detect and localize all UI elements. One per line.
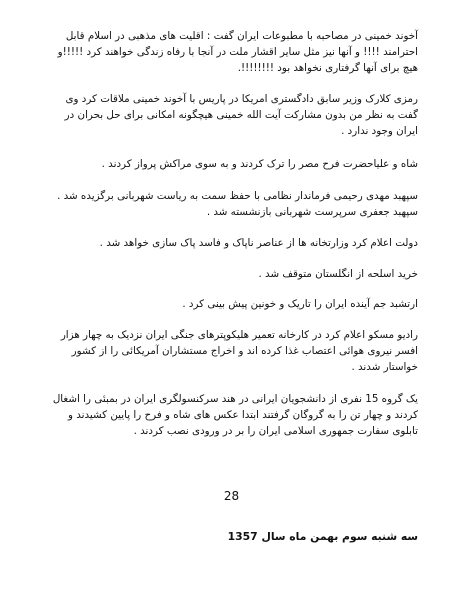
paragraph-rahimi-appointment: سپهبد مهدی رحیمی فرماندار نظامی با حفظ سمت به ریاست شهربانی برگزیده شد . سپهبد جعفری سرپرست شهربانی بازنشسته شد . [57,190,418,218]
paragraph-bombay-consulate: یک گروه 15 نفری از دانشجویان ایرانی در هند سرکنسولگری ایران در بمبئی را اشغال کردند و چهار تن را به گروگان گرفتند ابتدا عکس های شاه و فرح را پایین کشیدند و تابلوی سفارت جمهوری اسلامی ایران را بر در ورودی نصب کردند . [52,393,418,437]
paragraph-ramsey-clark: رمزی کلارک وزیر سابق دادگستری امریکا در پاریس با آخوند خمینی ملاقات کرد وی گفت به نظر من بدون مشارکت آیت الله خمینی هیچگونه امکانی برای حل بحران در ایران وجود ندارد . [64,93,418,137]
paragraph-radio-moscow: رادیو مسکو اعلام کرد در کارخانه تعمیر هلیکوپترهای جنگی ایران نزدیک به چهار هزار افسر نیروی هوائی اعتصاب غذا کرده اند و اخراج مستشاران آمریکائی را از کشور خواستار شدند . [60,329,418,373]
paragraph-khomeini-minorities: آخوند خمینی در مصاحبه با مطبوعات ایران گفت : اقلیت های مذهبی در اسلام قابل احترامند !!!! و آنها نیز مثل سایر اقشار ملت در آنجا با رفاه زندگی خواهند کرد !!!!!و هیچ برای آنها گرفتاری نخواهد بود !!!!!!!!. [57,30,418,74]
date-heading: سه شنبه سوم بهمن ماه سال 1357 [227,530,418,543]
paragraph-shah-leaves-egypt: شاه و علیاحضرت فرح مصر را ترک کردند و به سوی مراکش پرواز کردند . [101,158,418,170]
paragraph-ministries-purge: دولت اعلام کرد وزارتخانه ها از عناصر ناپاک و فاسد پاک سازی خواهد شد . [99,237,418,249]
paragraph-jam-prediction: ارتشبد جم آینده ایران را تاریک و خونین پیش بینی کرد . [182,298,418,310]
paragraph-arms-purchase-halted: خرید اسلحه از انگلستان متوقف شد . [258,268,418,280]
page-number: 28 [223,489,240,503]
